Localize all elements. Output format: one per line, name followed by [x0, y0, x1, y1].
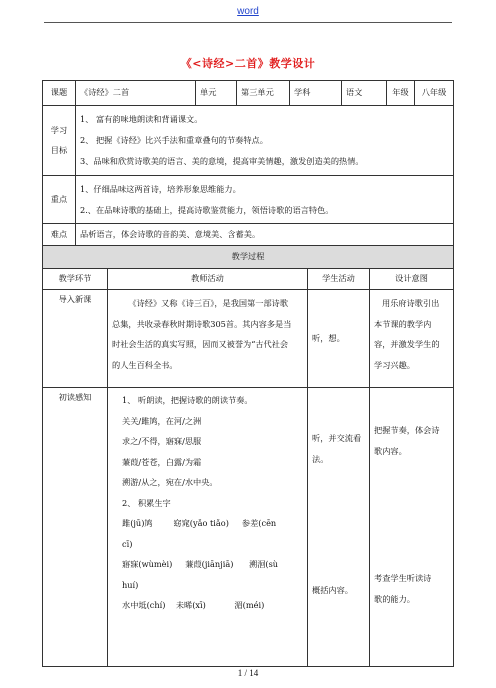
goals-label: 学习 目标 [43, 106, 76, 176]
stage-intro: 导入新课 [43, 290, 108, 388]
info-table [42, 80, 454, 246]
page-number: 1 / 14 [237, 668, 259, 678]
header-stage: 教学环节 [43, 269, 108, 290]
document-title: 《<诗经>二首》教学设计 [180, 57, 316, 70]
teacher-activity-reading: 1、 听朗读，把握诗歌的朗读节奏。 关关/雎鸠，在河/之洲 求之/不得，寤寐/思服 蒹葭/苍苍，白露/为霜 溯游/从之，宛在/水中央。 2、 积累生字 雎(jū)鸠 窈窕(yǎo tiǎo) 参差(cēn cī) 寤寐(wùmèi) 蒹葭(jiānjiā) 溯洄(sù huí) 水中坻(chí) 未晞(xī) 湄(méi) [108, 388, 308, 667]
header-word-link[interactable]: word [237, 6, 259, 17]
header-intent: 设计意图 [370, 269, 454, 290]
subject-label: 学科 [290, 81, 342, 106]
difficulty-label: 难点 [43, 224, 76, 246]
focus-item: 1、仔细品味这两首诗，培养形象思维能力。 [80, 183, 241, 194]
intent-reading: 把握节奏，体会诗 歌内容。 考查学生听读诗 歌的能力。 [370, 388, 454, 667]
unit-value: 第三单元 [237, 81, 290, 106]
unit-label: 单元 [196, 81, 237, 106]
goal-item: 1、 富有韵味地朗读和背诵课文。 [80, 114, 203, 124]
process-table [42, 245, 454, 667]
grade-label: 年级 [387, 81, 415, 106]
goal-item: 2、 把握《诗经》比兴手法和重章叠句的节奏特点。 [80, 135, 268, 145]
focus-label: 重点 [43, 176, 76, 224]
process-title: 教学过程 [43, 246, 454, 269]
focus-list [76, 176, 454, 224]
header-rule [44, 22, 452, 23]
difficulty-text: 品析语言，体会诗歌的音韵美、意境美、含蓄美。 [76, 224, 454, 246]
topic-value: 《诗经》二首 [76, 81, 196, 106]
header-teacher: 教师活动 [108, 269, 308, 290]
subject-value: 语文 [342, 81, 387, 106]
header-student: 学生活动 [308, 269, 370, 290]
focus-item: 2.、在品味诗歌的基础上，提高诗歌鉴赏能力，领悟诗歌的语言特色。 [80, 204, 334, 215]
stage-first-reading: 初读感知 [43, 388, 108, 667]
goals-list [76, 106, 454, 176]
intent-intro: 用乐府诗歌引出 本节课的教学内 容，并激发学生的 学习兴趣。 [370, 290, 454, 388]
student-activity-intro: 听，想。 [308, 290, 370, 388]
goal-item: 3、品味和欣赏诗歌美的语言、美的意境，提高审美情趣，激发创造美的热情。 [80, 156, 364, 166]
topic-label: 课题 [43, 81, 76, 106]
grade-value: 八年级 [415, 81, 454, 106]
student-activity-reading: 听，并交流看 法。 概括内容。 [308, 388, 370, 667]
teacher-activity-intro: 《诗经》又称《诗三百》，是我国第一部诗歌 总集，共收录春秋时期诗歌305首。其内容多是当 时社会生活的真实写照，因而又被誉为“古代社会 的人生百科全书。 [108, 290, 308, 388]
